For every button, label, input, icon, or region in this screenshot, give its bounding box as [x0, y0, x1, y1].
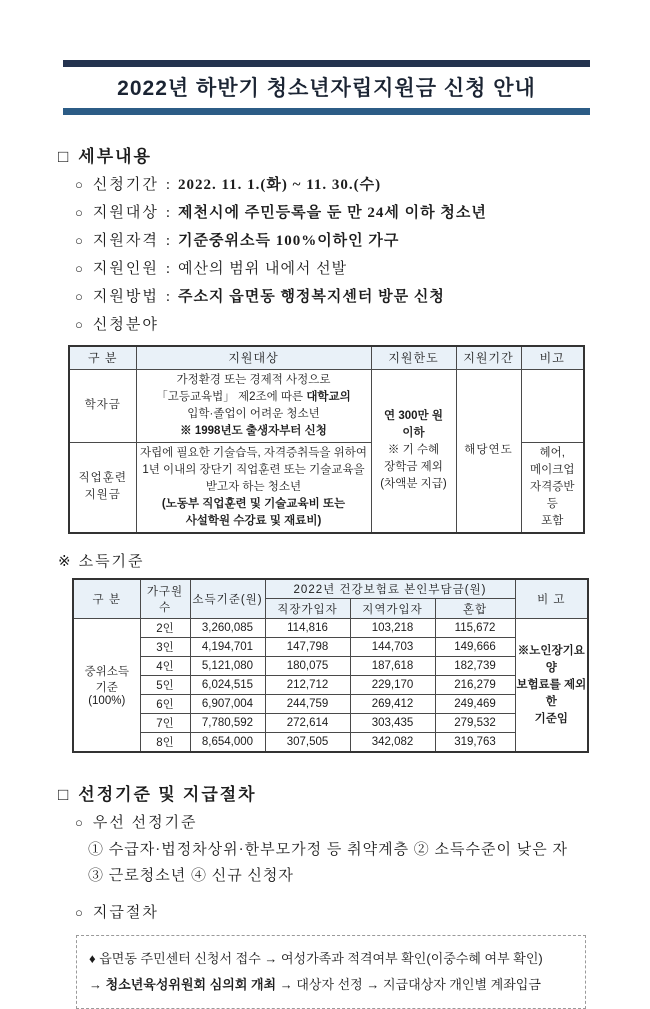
income-row-3p	[73, 638, 588, 657]
household-size: 8인	[140, 733, 190, 753]
note-line: 메이크업	[530, 463, 575, 476]
list-item-priority-criteria	[58, 809, 593, 837]
circle-bullet-icon: ○	[75, 205, 84, 220]
note-cell	[515, 619, 588, 753]
circle-bullet-icon: ○	[75, 233, 84, 248]
target-cell	[136, 369, 371, 442]
criteria-line-1: ① 수급자·법정차상위·한부모가정 등 취약계층 ② 소득수준이 낮은 자	[88, 842, 568, 858]
workplace-premium: 180,075	[265, 657, 350, 676]
household-size: 7인	[140, 714, 190, 733]
category-line: 기준	[95, 682, 118, 694]
workplace-premium: 272,614	[265, 714, 350, 733]
mixed-premium: 182,739	[435, 657, 515, 676]
workplace-premium: 307,505	[265, 733, 350, 753]
circle-bullet-icon: ○	[75, 261, 84, 276]
category-cell	[73, 619, 140, 753]
col-workplace-insured: 직장가입자	[265, 599, 350, 619]
procedure-list	[58, 899, 593, 927]
workplace-premium: 212,712	[265, 676, 350, 695]
workplace-premium: 114,816	[265, 619, 350, 638]
income-row-7p	[73, 714, 588, 733]
item-value: 예산의 범위 내에서 선발	[178, 261, 348, 277]
details-section-heading	[58, 142, 593, 167]
note-line: 기준임	[534, 712, 568, 725]
household-size: 4인	[140, 657, 190, 676]
item-separator: :	[165, 289, 171, 305]
square-marker-icon: □	[58, 785, 71, 804]
col-note: 비 고	[515, 579, 588, 619]
income-row-5p	[73, 676, 588, 695]
category-line: 지원금	[84, 489, 121, 501]
item-separator: :	[165, 261, 171, 277]
col-category: 구 분	[73, 579, 140, 619]
income-row-8p	[73, 733, 588, 753]
desc-line: 자립에 필요한 기술습득, 자격증취득을 위하여	[139, 446, 368, 459]
item-separator: :	[165, 177, 171, 193]
desc-line	[139, 389, 369, 406]
details-heading-label: 세부내용	[78, 147, 152, 166]
desc-part: 「고등교육법」 제2조에 따른	[156, 390, 307, 403]
local-premium: 269,412	[350, 695, 435, 714]
note-line: 보험료를 제외한	[516, 678, 587, 708]
mixed-premium: 319,763	[435, 733, 515, 753]
limit-line: 장학금 제외	[384, 461, 443, 473]
workplace-premium: 244,759	[265, 695, 350, 714]
income-standard: 4,194,701	[190, 638, 265, 657]
item-value: 2022. 11. 1.(화) ~ 11. 30.(수)	[178, 177, 382, 193]
item-value: 제천시에 주민등록을 둔 만 24세 이하 청소년	[178, 205, 487, 221]
col-income-standard: 소득기준(원)	[190, 579, 265, 619]
mixed-premium: 149,666	[435, 638, 515, 657]
procedure-line-2	[89, 972, 575, 998]
item-label: 신청분야	[92, 317, 159, 333]
details-list	[58, 171, 593, 339]
period-cell: 해당연도	[456, 369, 521, 533]
mixed-premium: 115,672	[435, 619, 515, 638]
selection-list	[58, 809, 593, 837]
header-line: 수	[158, 601, 172, 614]
procedure-part: →	[89, 977, 106, 992]
mixed-premium: 216,279	[435, 676, 515, 695]
mixed-premium: 249,469	[435, 695, 515, 714]
table-row-scholarship	[69, 369, 584, 442]
local-premium: 342,082	[350, 733, 435, 753]
list-item-headcount	[58, 255, 593, 283]
household-size: 5인	[140, 676, 190, 695]
note-line: 자격증반 등	[530, 480, 575, 510]
list-item-target	[58, 199, 593, 227]
procedure-line-1: ♦ 읍면동 주민센터 신청서 접수 → 여성가족과 적격여부 확인(이중수혜 여부 확인)	[89, 951, 543, 966]
desc-line: 가정환경 또는 경제적 사정으로	[176, 373, 331, 386]
circle-bullet-icon: ○	[75, 289, 84, 304]
col-local-insured: 지역가입자	[350, 599, 435, 619]
note-cell	[521, 442, 584, 533]
household-size: 3인	[140, 638, 190, 657]
item-label: 지원대상	[92, 205, 159, 221]
local-premium: 144,703	[350, 638, 435, 657]
category-line: 중위소득	[84, 666, 129, 678]
note-line: ※노인장기요양	[517, 644, 585, 674]
income-row-4p	[73, 657, 588, 676]
list-item-apply-period	[58, 171, 593, 199]
col-mixed: 혼합	[435, 599, 515, 619]
col-note: 비고	[521, 346, 584, 369]
circle-bullet-icon: ○	[75, 317, 84, 332]
item-label: 지원자격	[92, 233, 159, 249]
income-table	[72, 578, 589, 754]
col-period: 지원기간	[456, 346, 521, 369]
limit-line: 연 300만 원	[384, 410, 443, 422]
reference-mark-icon: ※	[58, 553, 73, 570]
note-line: 헤어,	[539, 446, 565, 459]
header-line: 가구원	[146, 585, 184, 598]
desc-line: 받고자 하는 청소년	[205, 480, 302, 493]
list-item-fields	[58, 311, 593, 339]
category-cell: 학자금	[69, 369, 136, 442]
note-cell-empty	[521, 369, 584, 442]
item-label: 지급절차	[92, 905, 159, 921]
income-row-2p	[73, 619, 588, 638]
item-separator: :	[165, 233, 171, 249]
desc-line: 1년 이내의 장단기 직업훈련 또는 기술교육을	[142, 463, 365, 476]
item-value: 기준중위소득 100%이하인 가구	[178, 233, 400, 249]
col-premium-group: 2022년 건강보험료 본인부담금(원)	[265, 579, 515, 599]
list-item-procedure	[58, 899, 593, 927]
desc-line-bold: 사설학원 수강료 및 재료비)	[185, 514, 322, 527]
circle-bullet-icon: ○	[75, 815, 84, 830]
income-standard: 6,024,515	[190, 676, 265, 695]
income-standard: 5,121,080	[190, 657, 265, 676]
household-size: 2인	[140, 619, 190, 638]
target-cell	[136, 442, 371, 533]
limit-line: 이하	[402, 427, 425, 439]
item-value: 주소지 읍면동 행정복지센터 방문 신청	[178, 289, 445, 305]
title-banner	[63, 60, 590, 115]
desc-line-bold: (노동부 직업훈련 및 기술교육비 또는	[161, 497, 346, 510]
note-line: 포함	[541, 514, 564, 527]
local-premium: 303,435	[350, 714, 435, 733]
col-household-size	[140, 579, 190, 619]
list-item-method	[58, 283, 593, 311]
limit-line: ※ 기 수혜	[387, 444, 440, 456]
desc-line: 입학·졸업이 어려운 청소년	[187, 407, 320, 420]
circle-bullet-icon: ○	[75, 177, 84, 192]
procedure-flow-box	[76, 935, 586, 1009]
income-row-6p	[73, 695, 588, 714]
procedure-part-bold: 청소년육성위원회 심의회 개최	[105, 977, 277, 992]
household-size: 6인	[140, 695, 190, 714]
income-standard: 6,907,004	[190, 695, 265, 714]
item-label: 신청기간	[92, 177, 159, 193]
category-line: (100%)	[88, 695, 126, 707]
local-premium: 229,170	[350, 676, 435, 695]
item-label: 지원인원	[92, 261, 159, 277]
mixed-premium: 279,532	[435, 714, 515, 733]
local-premium: 103,218	[350, 619, 435, 638]
criteria-line-2: ③ 근로청소년 ④ 신규 신청자	[88, 868, 294, 884]
income-section-heading	[58, 550, 593, 571]
list-item-qualification	[58, 227, 593, 255]
desc-line-bold: ※ 1998년도 출생자부터 신청	[180, 424, 327, 437]
category-line: 직업훈련	[78, 472, 127, 484]
item-label: 우선 선정기준	[92, 815, 198, 831]
income-header-row-1	[73, 579, 588, 599]
col-category: 구 분	[69, 346, 136, 369]
income-heading-label: 소득기준	[78, 553, 145, 570]
square-marker-icon: □	[58, 147, 71, 166]
category-cell	[69, 442, 136, 533]
page-title: 2022년 하반기 청소년자립지원금 신청 안내	[117, 77, 536, 100]
limit-cell	[371, 369, 456, 533]
workplace-premium: 147,798	[265, 638, 350, 657]
income-standard: 8,654,000	[190, 733, 265, 753]
circle-bullet-icon: ○	[75, 905, 84, 920]
col-target: 지원대상	[136, 346, 371, 369]
item-label: 지원방법	[92, 289, 159, 305]
desc-part-bold: 대학교의	[306, 390, 351, 403]
procedure-part: → 대상자 선정 → 지급대상자 개인별 계좌입금	[276, 977, 541, 992]
income-standard: 3,260,085	[190, 619, 265, 638]
local-premium: 187,618	[350, 657, 435, 676]
item-separator: :	[165, 205, 171, 221]
limit-line: (차액분 지급)	[380, 478, 447, 490]
selection-heading-label: 선정기준 및 지급절차	[78, 785, 257, 804]
col-limit: 지원한도	[371, 346, 456, 369]
income-standard: 7,780,592	[190, 714, 265, 733]
table-header-row	[69, 346, 584, 369]
apply-fields-table	[68, 345, 585, 534]
selection-section-heading	[58, 780, 593, 805]
